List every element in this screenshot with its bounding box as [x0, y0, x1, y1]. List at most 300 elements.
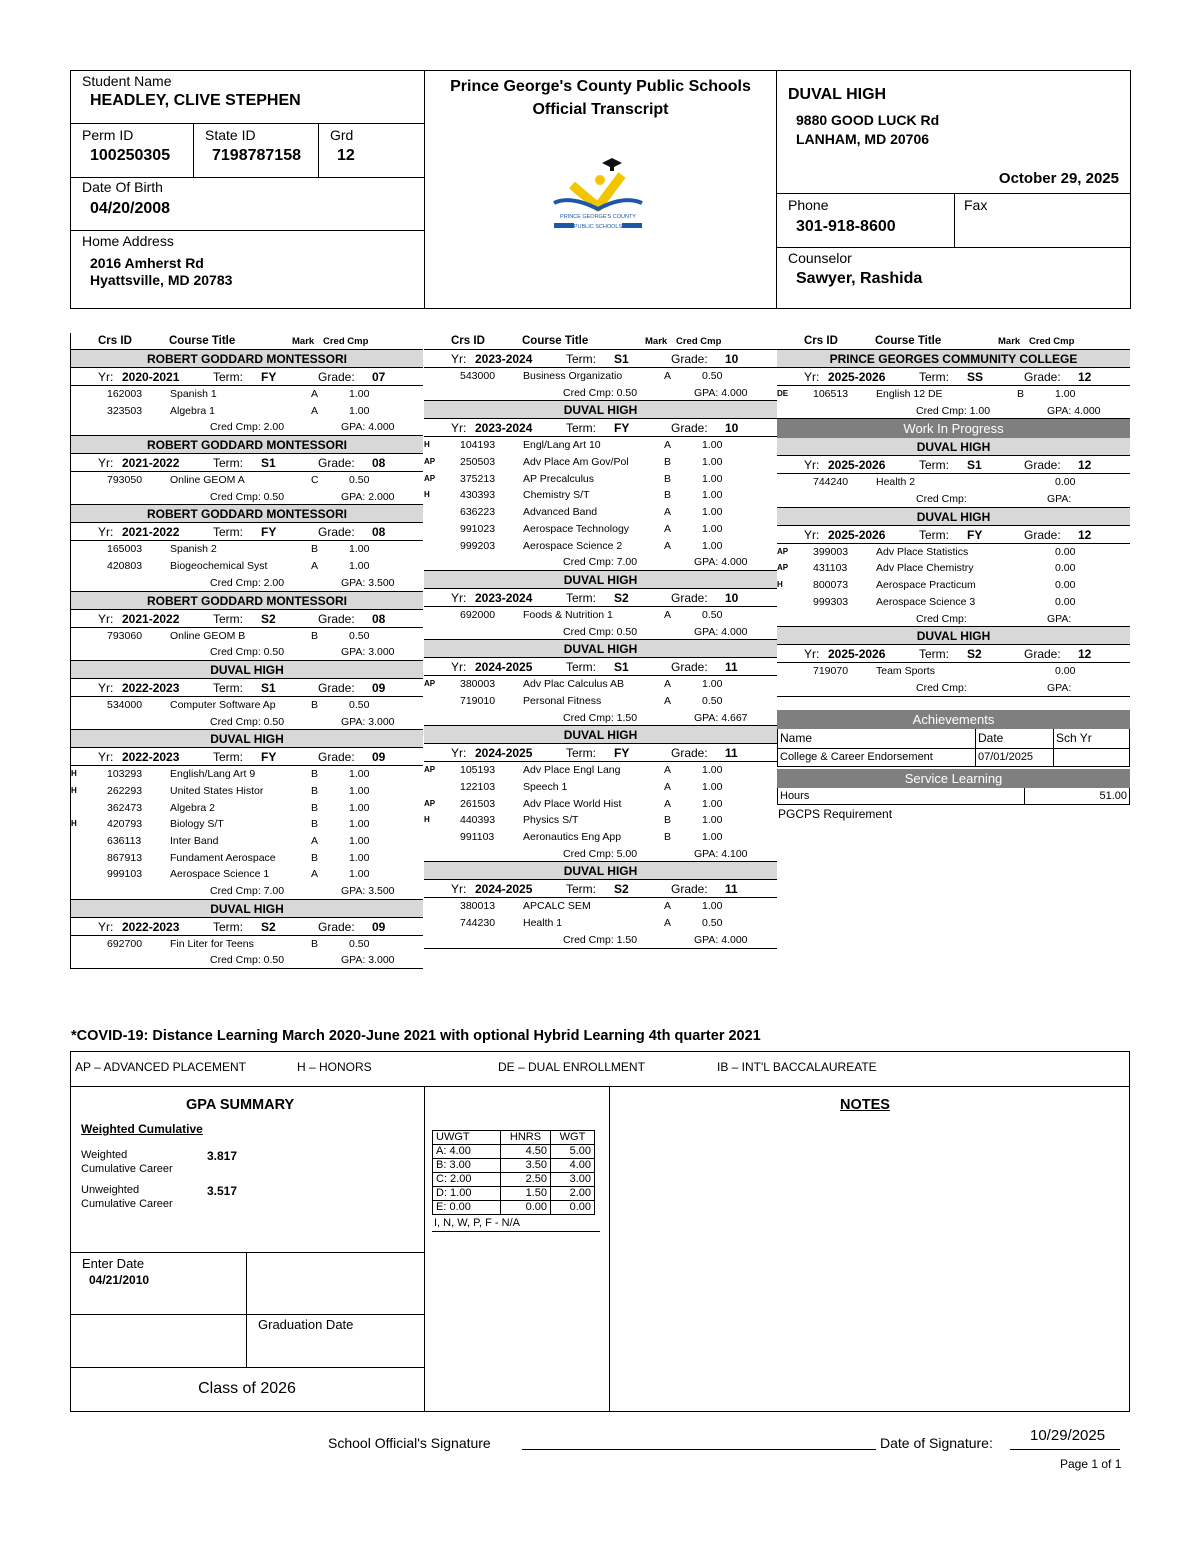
course-flag: H	[424, 440, 430, 450]
course-row	[424, 454, 777, 471]
term-label: Term:	[213, 456, 243, 471]
achievement-schyr-header: Sch Yr	[1056, 731, 1092, 745]
term-value: S1	[261, 680, 276, 695]
gpa-summary-subtitle: Weighted Cumulative	[81, 1122, 203, 1136]
term-row	[71, 748, 423, 766]
term-total-row	[777, 403, 1130, 420]
scale-cell: C: 2.00	[433, 1173, 501, 1187]
course-title: Aerospace Science 1	[170, 868, 270, 881]
term-credits: Cred Cmp: 0.50	[210, 954, 285, 967]
term-row	[777, 368, 1130, 386]
course-id: 420793	[107, 818, 143, 831]
logo-text-1: PRINCE GEORGE'S COUNTY	[560, 214, 636, 220]
course-row	[424, 607, 777, 624]
grade-value: 11	[725, 660, 738, 675]
course-mark: B	[1017, 388, 1025, 400]
term-credits: Cred Cmp: 1.00	[916, 404, 991, 417]
school-address-2: LANHAM, MD 20706	[796, 131, 930, 147]
course-row	[71, 628, 423, 645]
year-value: 2022-2023	[122, 750, 180, 765]
term-label: Term:	[919, 527, 949, 542]
year-value: 2024-2025	[475, 882, 533, 897]
scale-cell: 5.00	[551, 1145, 595, 1159]
course-flag: DE	[777, 389, 789, 398]
course-row	[777, 594, 1130, 611]
term-row	[777, 456, 1130, 474]
course-id: 162003	[107, 388, 143, 400]
course-id: 719070	[813, 665, 849, 678]
year-value: 2023-2024	[475, 352, 533, 366]
course-id: 122103	[460, 781, 496, 793]
course-flag: H	[71, 819, 77, 829]
year-value: 2021-2022	[122, 525, 180, 540]
course-credit: 1.00	[702, 539, 723, 552]
course-id: 692700	[107, 937, 143, 950]
term-gpa: GPA: 4.000	[694, 933, 748, 946]
course-credit: 0.50	[702, 370, 723, 382]
mark-header: Mark	[292, 335, 315, 347]
fax-label: Fax	[964, 197, 988, 213]
legend-ap: AP – ADVANCED PLACEMENT	[75, 1060, 246, 1074]
term-label: Term:	[566, 590, 596, 605]
year-value: 2025-2026	[828, 527, 886, 542]
year-label: Yr:	[804, 458, 820, 473]
course-flag: AP	[424, 457, 436, 467]
course-mark: B	[311, 543, 319, 556]
year-label: Yr:	[98, 456, 114, 471]
course-id: 362473	[107, 801, 143, 814]
term-credits: Cred Cmp: 1.50	[563, 711, 638, 724]
term-label: Term:	[213, 370, 243, 384]
unweighted-label-2: Cumulative Career	[81, 1198, 173, 1210]
term-total-row	[71, 644, 423, 661]
course-title: Team Sports	[876, 665, 935, 678]
course-title: Personal Fitness	[523, 694, 602, 707]
vline	[193, 123, 194, 177]
achievement-date-header: Date	[976, 729, 1054, 748]
work-in-progress-header: Work In Progress	[777, 419, 1130, 438]
scale-header: WGT	[551, 1131, 595, 1145]
grade-label: Grade:	[1024, 527, 1061, 542]
course-row	[424, 538, 777, 555]
course-id: 543000	[460, 370, 496, 382]
hline	[70, 123, 424, 124]
course-flag: H	[424, 490, 430, 500]
dob-label: Date Of Birth	[82, 179, 163, 195]
term-total-row	[424, 385, 777, 402]
course-flag: AP	[777, 563, 789, 573]
course-title: Online GEOM A	[170, 474, 245, 487]
course-id: 636223	[460, 506, 496, 519]
course-title: Adv Place Engl Lang	[523, 764, 621, 777]
grade-value: 08	[372, 611, 386, 626]
grade-label: Grade:	[318, 680, 355, 695]
course-id: 999203	[460, 539, 496, 552]
course-credit: 1.00	[349, 818, 370, 831]
year-label: Yr:	[804, 647, 820, 662]
course-title: APCALC SEM	[523, 900, 591, 913]
year-label: Yr:	[451, 882, 467, 897]
legend-ib: IB – INT'L BACCALAUREATE	[717, 1060, 877, 1074]
scale-cell: 0.00	[551, 1201, 595, 1215]
year-value: 2023-2024	[475, 590, 533, 605]
course-title: Health 2	[876, 476, 916, 489]
term-gpa: GPA: 4.667	[694, 711, 748, 724]
course-id: 250503	[460, 456, 496, 469]
course-mark: A	[664, 900, 672, 913]
course-row	[777, 663, 1130, 680]
course-credit: 0.00	[1055, 545, 1076, 558]
course-mark: B	[664, 489, 672, 502]
course-mark: A	[664, 439, 672, 452]
scale-cell: B: 3.00	[433, 1159, 501, 1173]
home-address-line1: 2016 Amherst Rd	[90, 255, 204, 271]
term-credits: Cred Cmp: 0.50	[210, 715, 285, 728]
course-flag: H	[424, 815, 430, 825]
school-name-row: DUVAL HIGH	[71, 730, 423, 748]
course-title: Computer Software Ap	[170, 698, 276, 711]
term-label: Term:	[213, 611, 243, 626]
term-value: FY	[967, 527, 983, 542]
header-divider-2	[776, 70, 777, 309]
year-value: 2025-2026	[828, 458, 886, 473]
course-title-header: Course Title	[522, 335, 589, 347]
grade-value: 12	[1078, 458, 1092, 473]
grade-value: 10	[725, 590, 739, 605]
course-row	[777, 386, 1130, 403]
school-name-row: ROBERT GODDARD MONTESSORI	[71, 350, 423, 368]
course-id: 991023	[460, 522, 496, 535]
school-name: DUVAL HIGH	[788, 86, 887, 103]
course-title: Advanced Band	[523, 506, 598, 519]
course-id: 430393	[460, 489, 496, 502]
grade-label: Grade:	[318, 611, 355, 626]
course-row	[424, 796, 777, 813]
signature-date-line	[1010, 1449, 1120, 1450]
grade-scale-table	[432, 1130, 595, 1215]
course-title: Adv Place Statistics	[876, 545, 969, 558]
course-title: Adv Place World Hist	[523, 797, 622, 810]
term-label: Term:	[566, 421, 596, 436]
vline	[318, 123, 319, 177]
cred-cmp-header: Cred Cmp	[1029, 335, 1075, 347]
course-id: 375213	[460, 472, 496, 485]
scale-header: HNRS	[501, 1131, 551, 1145]
achievement-name-header: Name	[778, 729, 976, 748]
grade-value: 11	[725, 882, 738, 897]
dob: 04/20/2008	[90, 200, 171, 217]
district-logo	[550, 155, 646, 235]
term-credits: Cred Cmp: 0.50	[210, 490, 285, 503]
term-gpa: GPA: 4.000	[1047, 404, 1101, 417]
course-id: 800073	[813, 579, 849, 592]
course-mark: B	[311, 784, 319, 797]
course-credit: 1.00	[1055, 388, 1076, 400]
school-name-row: ROBERT GODDARD MONTESSORI	[71, 592, 423, 610]
course-credit: 1.00	[702, 439, 723, 452]
term-total-row	[71, 952, 423, 969]
term-value: S1	[614, 660, 629, 675]
term-total-row	[777, 680, 1130, 697]
course-mark: A	[664, 678, 672, 691]
course-title: Business Organizatio	[523, 370, 623, 382]
course-flag: AP	[424, 473, 436, 483]
scale-cell: 3.00	[551, 1173, 595, 1187]
term-label: Term:	[919, 370, 949, 384]
school-name-row: DUVAL HIGH	[424, 862, 777, 880]
grade-label: Grade:	[1024, 458, 1061, 473]
course-title: Algebra 2	[170, 801, 215, 814]
course-row	[424, 521, 777, 538]
crs-id-header: Crs ID	[804, 335, 838, 347]
course-id: 999103	[107, 868, 143, 881]
term-row	[424, 744, 777, 762]
course-row	[424, 437, 777, 454]
course-title: Spanish 2	[170, 543, 217, 556]
course-mark: A	[311, 388, 319, 400]
grade-label: Grade:	[671, 421, 708, 436]
term-value: S2	[261, 611, 276, 626]
course-credit: 0.00	[1055, 562, 1076, 575]
course-mark: A	[664, 522, 672, 535]
course-credit: 0.00	[1055, 476, 1076, 489]
course-credit: 1.00	[349, 388, 370, 400]
cred-cmp-header: Cred Cmp	[676, 335, 722, 347]
student-name-label: Student Name	[82, 73, 172, 89]
counselor-label: Counselor	[788, 250, 852, 266]
hline	[776, 247, 1131, 248]
scale-cell: E: 0.00	[433, 1201, 501, 1215]
signature-date-label: Date of Signature:	[880, 1435, 993, 1451]
term-credits: Cred Cmp: 0.50	[563, 386, 638, 399]
grade-label: Grade:	[671, 590, 708, 605]
course-title: Adv Place Am Gov/Pol	[523, 456, 629, 469]
course-credit: 1.00	[349, 801, 370, 814]
term-total-row	[71, 714, 423, 731]
year-value: 2022-2023	[122, 919, 180, 934]
course-id: 106513	[813, 388, 849, 400]
term-value: S2	[967, 647, 982, 662]
grade-value: 09	[372, 680, 386, 695]
school-name-row: DUVAL HIGH	[777, 508, 1130, 526]
course-row	[777, 560, 1130, 577]
scale-cell: A: 4.00	[433, 1145, 501, 1159]
term-gpa: GPA: 3.000	[341, 646, 395, 659]
course-mark: B	[664, 814, 672, 827]
crs-id-header: Crs ID	[451, 335, 485, 347]
course-credit: 1.00	[349, 851, 370, 864]
course-mark: B	[664, 831, 672, 844]
year-label: Yr:	[98, 919, 114, 934]
course-credit: 0.50	[349, 698, 370, 711]
grade-label: Grade:	[1024, 370, 1061, 384]
course-mark: B	[664, 472, 672, 485]
course-title: Health 1	[523, 917, 563, 930]
crs-id-header: Crs ID	[98, 335, 132, 347]
course-title: AP Precalculus	[523, 472, 595, 485]
term-total-row	[777, 491, 1130, 508]
grade-value: 12	[1078, 527, 1092, 542]
course-credit: 1.00	[702, 900, 723, 913]
course-credit: 1.00	[349, 768, 370, 781]
course-mark: A	[311, 560, 319, 573]
course-mark: B	[311, 629, 319, 642]
course-row	[71, 697, 423, 714]
course-title: Adv Plac Calculus AB	[523, 678, 624, 691]
year-value: 2025-2026	[828, 370, 886, 384]
grade-value: 10	[725, 421, 739, 436]
term-value: S2	[261, 919, 276, 934]
course-id: 262293	[107, 784, 143, 797]
year-value: 2021-2022	[122, 456, 180, 471]
course-id: 104193	[460, 439, 496, 452]
transcript-title: Official Transcript	[532, 101, 669, 118]
year-label: Yr:	[804, 527, 820, 542]
course-id: 991103	[460, 831, 495, 844]
scale-cell: 0.00	[501, 1201, 551, 1215]
course-mark: B	[311, 937, 319, 950]
scale-cell: D: 1.00	[433, 1187, 501, 1201]
weighted-label-2: Cumulative Career	[81, 1163, 173, 1175]
course-flag: AP	[424, 679, 436, 689]
course-id: 692000	[460, 608, 496, 621]
column-header	[777, 333, 1130, 350]
year-label: Yr:	[451, 746, 467, 761]
hline	[70, 177, 424, 178]
course-mark: A	[311, 868, 319, 881]
term-gpa: GPA: 3.500	[341, 885, 395, 898]
course-row	[71, 541, 423, 558]
grade-value: 12	[1078, 370, 1092, 384]
term-credits: Cred Cmp: 2.00	[210, 576, 285, 589]
year-label: Yr:	[98, 370, 114, 384]
grade-label: Grd	[330, 127, 354, 143]
course-credit: 1.00	[702, 797, 723, 810]
course-row	[424, 915, 777, 932]
course-id: 440393	[460, 814, 496, 827]
signature-line[interactable]	[522, 1449, 876, 1450]
course-mark: A	[311, 404, 319, 417]
course-credit: 1.00	[702, 764, 723, 777]
course-id: 323503	[107, 404, 143, 417]
cred-cmp-header: Cred Cmp	[323, 335, 369, 347]
term-row	[424, 350, 777, 368]
scale-cell: 4.00	[551, 1159, 595, 1173]
year-label: Yr:	[451, 421, 467, 436]
service-learning-header: Service Learning	[777, 769, 1130, 788]
term-credits: Cred Cmp: 2.00	[210, 421, 285, 434]
grade-label: Grade:	[318, 525, 355, 540]
grade-value: 12	[337, 147, 355, 164]
term-gpa: GPA: 4.100	[694, 847, 748, 860]
school-name-row: DUVAL HIGH	[71, 661, 423, 679]
course-row	[71, 833, 423, 850]
course-id: 793060	[107, 629, 143, 642]
term-row	[777, 526, 1130, 544]
course-title: Algebra 1	[170, 404, 215, 417]
term-label: Term:	[919, 647, 949, 662]
term-label: Term:	[566, 660, 596, 675]
course-title-header: Course Title	[875, 335, 942, 347]
term-credits: Cred Cmp: 0.50	[210, 646, 285, 659]
year-label: Yr:	[804, 370, 820, 384]
course-credit: 1.00	[702, 781, 723, 793]
term-label: Term:	[213, 750, 243, 765]
grade-value: 10	[725, 352, 739, 366]
signature-label: School Official's Signature	[328, 1435, 491, 1451]
term-label: Term:	[213, 680, 243, 695]
course-title-header: Course Title	[169, 335, 236, 347]
term-label: Term:	[213, 919, 243, 934]
term-gpa: GPA:	[1047, 681, 1072, 694]
term-row	[424, 880, 777, 898]
hline	[70, 1086, 1130, 1087]
term-value: FY	[614, 421, 630, 436]
course-title: Biogeochemical Syst	[170, 560, 268, 573]
course-credit: 1.00	[349, 835, 370, 847]
enter-date-label: Enter Date	[82, 1256, 145, 1271]
course-credit: 1.00	[349, 784, 370, 797]
term-value: FY	[261, 525, 277, 540]
course-credit: 1.00	[702, 489, 723, 502]
achievement-schyr	[1054, 749, 1129, 766]
school-name-row: PRINCE GEORGES COMMUNITY COLLEGE	[777, 350, 1130, 368]
course-row	[71, 936, 423, 953]
year-label: Yr:	[98, 750, 114, 765]
year-label: Yr:	[98, 680, 114, 695]
course-row	[777, 577, 1130, 594]
grade-label: Grade:	[1024, 647, 1061, 662]
term-credits: Cred Cmp:	[916, 681, 967, 694]
course-id: 636113	[107, 835, 142, 847]
year-label: Yr:	[451, 590, 467, 605]
course-title: Biology S/T	[170, 818, 224, 831]
term-row	[424, 589, 777, 607]
course-credit: 1.00	[349, 404, 370, 417]
course-mark: A	[664, 764, 672, 777]
term-credits: Cred Cmp: 5.00	[563, 847, 638, 860]
course-mark: A	[664, 370, 672, 382]
term-row	[71, 523, 423, 541]
grade-value: 08	[372, 525, 386, 540]
term-credits: Cred Cmp:	[916, 612, 967, 625]
term-value: FY	[261, 750, 277, 765]
grade-value: 12	[1078, 647, 1092, 662]
course-mark: B	[664, 456, 672, 469]
mark-header: Mark	[645, 335, 668, 347]
term-value: S1	[261, 456, 276, 471]
scale-cell: 3.50	[501, 1159, 551, 1173]
course-credit: 0.50	[702, 608, 723, 621]
school-name-row: DUVAL HIGH	[424, 640, 777, 658]
covid-note: *COVID-19: Distance Learning March 2020-June 2021 with optional Hybrid Learning 4th quarter 2021	[71, 1028, 761, 1044]
term-value: S1	[967, 458, 982, 473]
course-id: 431103	[813, 562, 848, 575]
course-credit: 1.00	[702, 472, 723, 485]
course-credit: 1.00	[702, 522, 723, 535]
course-title: Fundament Aerospace	[170, 851, 276, 864]
course-flag: AP	[424, 765, 436, 775]
course-title: Online GEOM B	[170, 629, 246, 642]
course-mark: A	[664, 539, 672, 552]
term-row	[424, 419, 777, 437]
course-title: English 12 DE	[876, 388, 943, 400]
course-id: 261503	[460, 797, 496, 810]
term-value: S2	[614, 882, 629, 897]
course-title: Aerospace Technology	[523, 522, 630, 535]
course-mark: A	[664, 608, 672, 621]
course-title: Speech 1	[523, 781, 568, 793]
